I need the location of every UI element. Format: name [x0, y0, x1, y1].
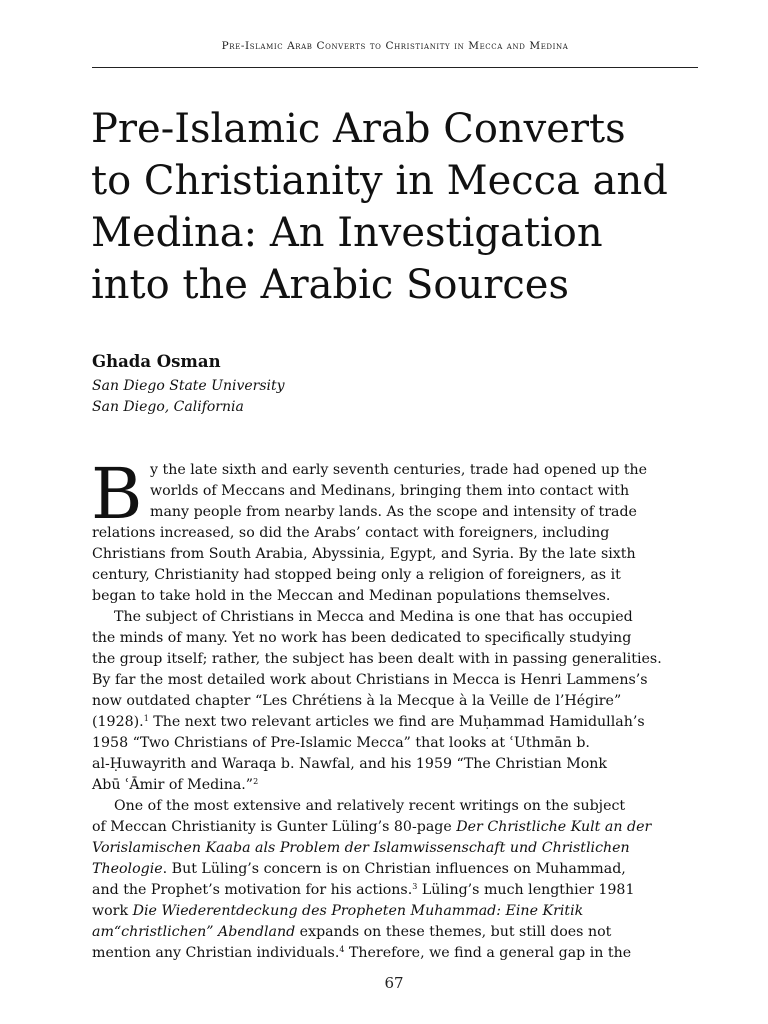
body-text-segment: mention any Christian individuals. [92, 945, 340, 961]
footnote-mark[interactable]: 2 [253, 777, 259, 786]
body-text-segment: The next two relevant articles we find are Muḥammad Hamidullah’s [148, 714, 645, 730]
footnote-mark[interactable]: 3 [412, 882, 418, 891]
cited-work-title: Der Christliche Kult an der [456, 819, 652, 835]
body-text-segment: Abū ʿĀmir of Medina.” [92, 777, 254, 793]
footnote-mark[interactable]: 4 [339, 945, 345, 954]
body-text-segment: work [92, 903, 133, 919]
page-number: 67 [384, 974, 404, 992]
body-line: The subject of Christians in Mecca and Medina is one that has occupied [114, 609, 633, 625]
cited-work-title: Die Wiederentdeckung des Propheten Muhammad: Eine Kritik [132, 903, 584, 919]
body-line: 1958 “Two Christians of Pre-Islamic Mecca” that looks at ʿUthmān b. [92, 735, 590, 751]
article-title: Pre-Islamic Arab Converts to Christianity in Mecca and Medina: An Investigation into the Arabic Sources [91, 106, 668, 308]
body-text-segment: of Meccan Christianity is Gunter Lüling’s 80-page [92, 819, 457, 835]
body-line [92, 838, 692, 859]
cited-work-title: Theologie [92, 861, 163, 877]
body-text-segment: Lüling’s much lengthier 1981 [417, 882, 635, 898]
body-line: One of the most extensive and relatively recent writings on the subject [114, 798, 626, 814]
body-text-segment: Therefore, we find a general gap in the [344, 945, 632, 961]
footnote-mark[interactable]: 1 [143, 714, 149, 723]
body-line [92, 859, 692, 880]
article-body [91, 453, 692, 964]
body-line [92, 880, 692, 901]
drop-cap: B [91, 453, 143, 535]
body-line [92, 817, 692, 838]
body-line: now outdated chapter “Les Chrétiens à la Mecque à la Veille de l’Hégire” [92, 693, 622, 709]
author-affiliation-location: San Diego, California [92, 399, 244, 415]
body-text-segment: and the Prophet’s motivation for his actions. [92, 882, 413, 898]
body-text-segment: expands on these themes, but still does not [295, 924, 612, 940]
body-line [92, 901, 692, 922]
body-line: By far the most detailed work about Christians in Mecca is Henri Lammens’s [92, 672, 648, 688]
author-name: Ghada Osman [92, 352, 221, 371]
cited-work-title: Vorislamischen Kaaba als Problem der Islamwissenschaft und Christlichen [92, 840, 630, 856]
body-line: relations increased, so did the Arabs’ contact with foreigners, including [92, 525, 610, 541]
cited-work-title: am“christlichen” Abendland [92, 924, 296, 940]
body-line: the group itself; rather, the subject has been dealt with in passing generalities. [92, 651, 662, 667]
body-line [92, 943, 692, 964]
body-line: worlds of Meccans and Medinans, bringing them into contact with [150, 483, 630, 499]
header-rule [92, 67, 698, 68]
body-text-segment: (1928). [92, 714, 144, 730]
body-line: the minds of many. Yet no work has been dedicated to specifically studying [92, 630, 632, 646]
body-line: century, Christianity had stopped being only a religion of foreigners, as it [92, 567, 621, 583]
author-affiliation-university: San Diego State University [92, 378, 285, 394]
body-line: al-Ḥuwayrith and Waraqa b. Nawfal, and his 1959 “The Christian Monk [92, 756, 608, 772]
body-line: y the late sixth and early seventh centuries, trade had opened up the [150, 462, 648, 478]
running-head: Pre-Islamic Arab Converts to Christianity in Mecca and Medina [221, 40, 569, 52]
body-line: Christians from South Arabia, Abyssinia, Egypt, and Syria. By the late sixth [92, 546, 636, 562]
body-line: many people from nearby lands. As the scope and intensity of trade [150, 504, 637, 520]
body-line: began to take hold in the Meccan and Medinan populations themselves. [92, 588, 611, 604]
body-text-segment: . But Lüling’s concern is on Christian influences on Muhammad, [162, 861, 626, 877]
body-line [92, 922, 692, 943]
body-line [92, 712, 692, 733]
body-line [92, 775, 692, 796]
